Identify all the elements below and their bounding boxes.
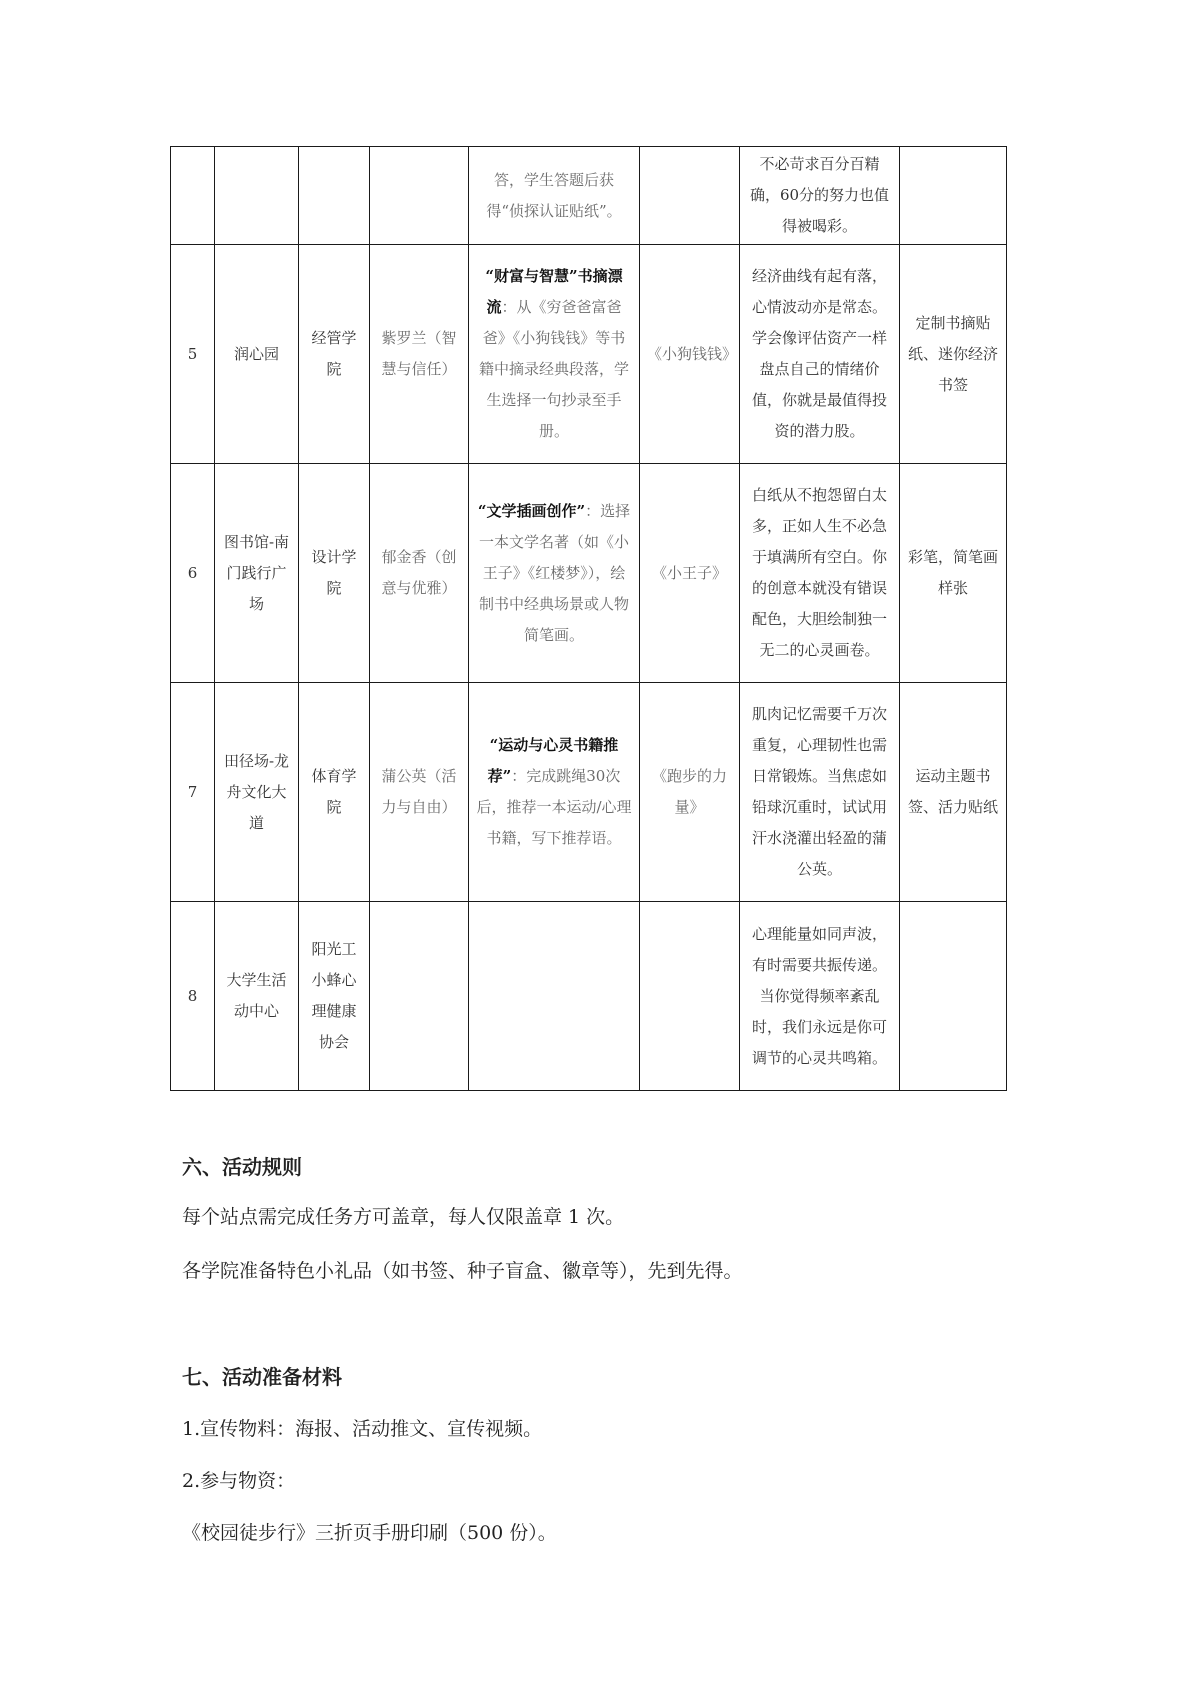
table-row	[171, 464, 1007, 683]
table-row	[171, 245, 1007, 464]
station-gift: 定制书摘贴纸、迷你经济书签	[900, 245, 1007, 464]
section-heading-rules: 六、活动规则	[182, 1155, 302, 1179]
station-book: 《跑步的力量》	[640, 683, 740, 902]
station-number: 5	[171, 245, 215, 464]
station-task	[469, 464, 640, 683]
station-gift: 彩笔，简笔画样张	[900, 464, 1007, 683]
station-number: 6	[171, 464, 215, 683]
materials-line: 2.参与物资：	[182, 1470, 296, 1492]
table-row	[171, 683, 1007, 902]
station-number	[171, 147, 215, 245]
station-college: 经管学院	[299, 245, 370, 464]
task-title: “运动与心灵书籍推荐”	[487, 736, 619, 785]
station-number: 7	[171, 683, 215, 902]
station-flower	[370, 902, 469, 1091]
station-task	[469, 147, 640, 245]
materials-line: 1.宣传物料：海报、活动推文、宣传视频。	[182, 1418, 543, 1440]
station-place	[215, 147, 299, 245]
station-book	[640, 902, 740, 1091]
station-place: 图书馆-南门践行广场	[215, 464, 299, 683]
station-task	[469, 902, 640, 1091]
task-desc: ：完成跳绳30次后，推荐一本运动/心理书籍，写下推荐语。	[476, 767, 632, 847]
station-message: 心理能量如同声波，有时需要共振传递。当你觉得频率紊乱时，我们永远是你可调节的心灵共鸣箱。	[740, 902, 900, 1091]
station-book	[640, 147, 740, 245]
station-flower: 郁金香（创意与优雅）	[370, 464, 469, 683]
station-book: 《小狗钱钱》	[640, 245, 740, 464]
station-college: 设计学院	[299, 464, 370, 683]
station-number: 8	[171, 902, 215, 1091]
station-college: 阳光工小蜂心理健康协会	[299, 902, 370, 1091]
station-message: 白纸从不抱怨留白太多，正如人生不必急于填满所有空白。你的创意本就没有错误配色，大胆绘制独一无二的心灵画卷。	[740, 464, 900, 683]
table-row	[171, 902, 1007, 1091]
station-college	[299, 147, 370, 245]
station-message: 不必苛求百分百精确，60分的努力也值得被喝彩。	[740, 147, 900, 245]
station-table	[170, 146, 1007, 1091]
station-book: 《小王子》	[640, 464, 740, 683]
rules-line: 每个站点需完成任务方可盖章，每人仅限盖章 1 次。	[182, 1206, 625, 1228]
station-flower	[370, 147, 469, 245]
station-task	[469, 683, 640, 902]
table-row	[171, 147, 1007, 245]
station-message: 肌肉记忆需要千万次重复，心理韧性也需日常锻炼。当焦虑如铅球沉重时，试试用汗水浇灌出轻盈的蒲公英。	[740, 683, 900, 902]
station-flower: 紫罗兰（智慧与信任）	[370, 245, 469, 464]
station-task	[469, 245, 640, 464]
task-title: “财富与智慧”书摘漂流	[485, 267, 623, 316]
station-place: 大学生活动中心	[215, 902, 299, 1091]
station-gift	[900, 902, 1007, 1091]
task-desc: ：从《穷爸爸富爸爸》《小狗钱钱》等书籍中摘录经典段落，学生选择一句抄录至手册。	[478, 298, 629, 440]
task-title: “文学插画创作”	[477, 501, 586, 520]
station-gift: 运动主题书签、活力贴纸	[900, 683, 1007, 902]
rules-line: 各学院准备特色小礼品（如书签、种子盲盒、徽章等），先到先得。	[182, 1260, 743, 1282]
station-flower: 蒲公英（活力与自由）	[370, 683, 469, 902]
task-desc: 答，学生答题后获得“侦探认证贴纸”。	[486, 170, 622, 220]
station-message: 经济曲线有起有落，心情波动亦是常态。学会像评估资产一样盘点自己的情绪价值，你就是最值得投资的潜力股。	[740, 245, 900, 464]
station-gift	[900, 147, 1007, 245]
materials-line: 《校园徒步行》三折页手册印刷（500 份）。	[182, 1522, 557, 1544]
section-heading-materials: 七、活动准备材料	[182, 1365, 342, 1389]
station-college: 体育学院	[299, 683, 370, 902]
task-desc: ：选择一本文学名著（如《小王子》《红楼梦》），绘制书中经典场景或人物简笔画。	[478, 501, 631, 644]
station-place: 润心园	[215, 245, 299, 464]
station-place: 田径场-龙舟文化大道	[215, 683, 299, 902]
